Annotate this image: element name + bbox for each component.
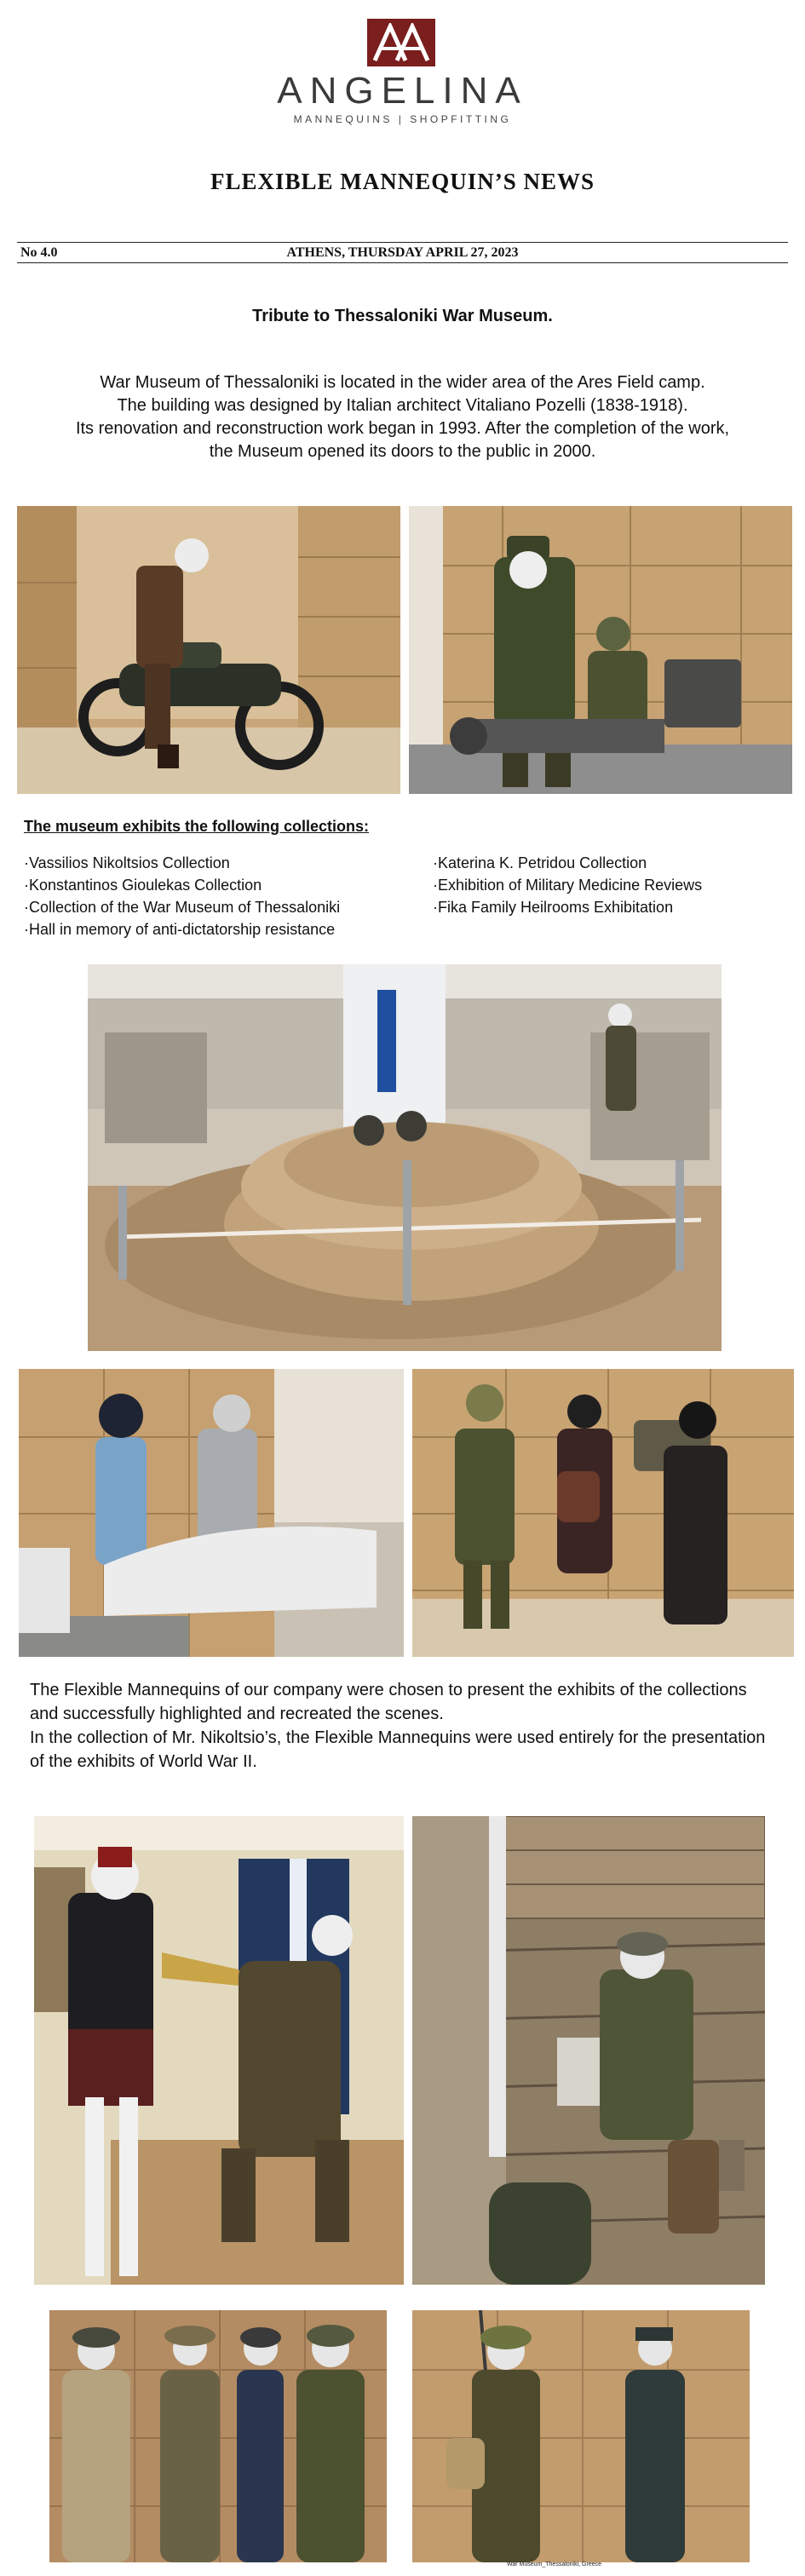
- newsletter-title: FLEXIBLE MANNEQUIN’S NEWS: [210, 169, 595, 194]
- collection-item: ·Katerina K. Petridou Collection: [433, 854, 647, 871]
- photo-evzone-trumpeter: [34, 1816, 404, 2285]
- intro-line: the Museum opened its doors to the public in 2000.: [209, 442, 596, 461]
- photo-greek-soldiers: [412, 2310, 750, 2562]
- intro-line: The building was designed by Italian architect Vitaliano Pozelli (1838-1918).: [117, 396, 688, 415]
- top-divider: [17, 242, 788, 243]
- photo-field-hospital: [19, 1369, 404, 1657]
- logo-mark: [367, 19, 435, 66]
- brand-tagline: MANNEQUINS | SHOPFITTING: [293, 113, 512, 125]
- photo-officers-radio: [409, 506, 792, 794]
- body-line: In the collection of Mr. Nikoltsio’s, the Flexible Mannequins were used entirely for the presentation of the exhibits of World War II.: [30, 1728, 766, 1771]
- article-title: Tribute to Thessaloniki War Museum.: [252, 307, 553, 325]
- intro-line: War Museum of Thessaloniki is located in the wider area of the Ares Field camp.: [100, 373, 705, 392]
- photo-soldier-refugees: [412, 1369, 794, 1657]
- collections-list-left: [24, 852, 340, 940]
- collection-item: ·Fika Family Heilrooms Exhibitation: [433, 899, 674, 916]
- collection-item: ·Hall in memory of anti-dictatorship resistance: [24, 921, 336, 938]
- issue-dateline: ATHENS, THURSDAY APRIL 27, 2023: [286, 245, 519, 260]
- photo-motorcycle-soldier: [17, 506, 400, 794]
- collections-heading: The museum exhibits the following collections:: [24, 818, 370, 835]
- photo-allied-uniforms: [49, 2310, 387, 2562]
- collection-item: ·Konstantinos Gioulekas Collection: [24, 877, 262, 894]
- intro-paragraph: [17, 371, 788, 463]
- intro-line: Its renovation and reconstruction work began in 1993. After the completion of the work,: [75, 419, 730, 438]
- collection-item: ·Collection of the War Museum of Thessaloniki: [24, 899, 341, 916]
- collections-list-right: [433, 852, 702, 918]
- body-line: The Flexible Mannequins of our company were chosen to present the exhibits of the collections and successfully highlighted and recreated the scenes.: [30, 1681, 747, 1723]
- body-paragraph: [30, 1678, 771, 1774]
- photo-credit: War Museum_Thessaloniki, Greece: [507, 2562, 602, 2567]
- brand-name: ANGELINA: [277, 70, 528, 112]
- issue-number: No 4.0: [20, 245, 58, 260]
- aa-monogram-icon: [371, 23, 431, 62]
- bottom-divider: [17, 262, 788, 263]
- photo-sandbag-bunker: [88, 964, 722, 1351]
- photo-trench-radio: [412, 1816, 765, 2285]
- collection-item: ·Vassilios Nikoltsios Collection: [24, 854, 230, 871]
- collection-item: ·Exhibition of Military Medicine Reviews: [433, 877, 703, 894]
